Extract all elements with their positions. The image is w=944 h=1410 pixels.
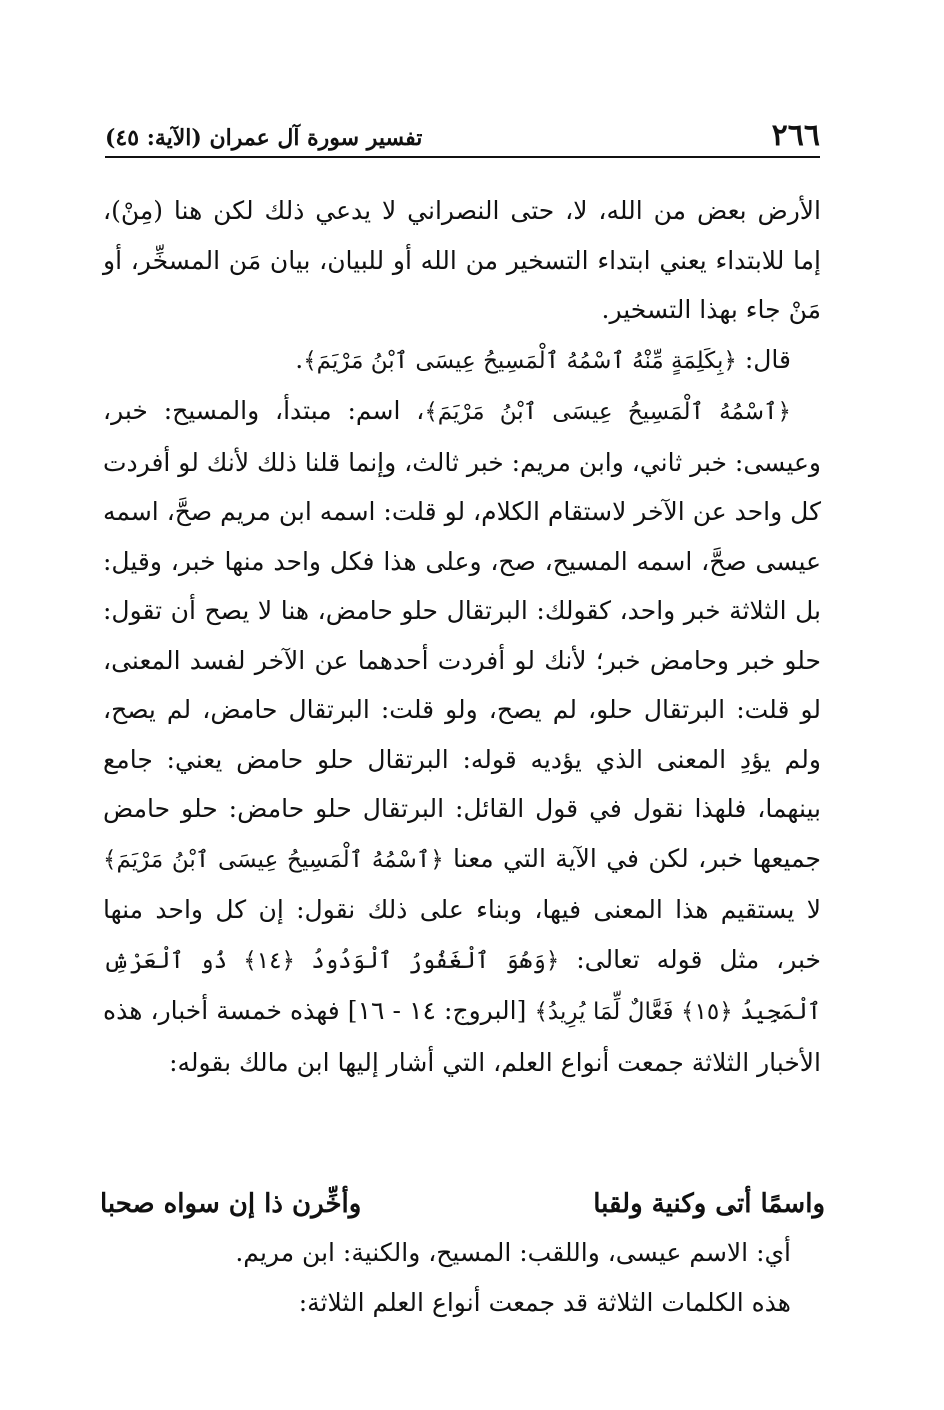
quran-verse: ﴿ٱسْمُهُ ٱلْمَسِيحُ عِيسَى ٱبْنُ مَرْيَمَ﴾ (424, 399, 791, 425)
paragraph-2 (103, 335, 821, 387)
quran-verse: ﴿ٱسْمُهُ ٱلْمَسِيحُ عِيسَى ٱبْنُ مَرْيَمَ﴾ (103, 846, 444, 873)
page-header (105, 112, 820, 158)
page-number: ٢٦٦ (771, 118, 820, 153)
closing-text (103, 1228, 821, 1328)
poem-first-hemistich: واسمًا أتى وكنية ولقبا (593, 1189, 825, 1219)
paragraph-2-suffix: . (295, 344, 304, 374)
quran-verse: ﴿وَهُوَ ٱلْغَفُورُ ٱلْوَدُودُ ﴿١٤﴾ ذُو ٱلْعَرْشِ ٱلْمَجِيدُ ﴿١٥﴾ فَعَّالٌ لِّمَا يُرِيدُ﴾ (103, 947, 822, 1025)
quran-verse: ﴿بِكَلِمَةٍ مِّنْهُ ٱسْمُهُ ٱلْمَسِيحُ عِيسَى ٱبْنُ مَرْيَمَ﴾ (303, 347, 737, 374)
body-text (103, 186, 821, 1087)
poem-line (100, 1178, 825, 1230)
running-title: تفسير سورة آل عمران (الآية: ٤٥) (105, 125, 423, 151)
paragraph-3-text-c: [البروج: ١٤ - ١٦] فهذه خمسة أخبار، هذه الأخبار الثلاثة جمعت أنواع العلم، التي أشار إليها ابن مالك بقوله: (103, 996, 821, 1077)
paragraph-3-text-a: ، اسم: مبتدأ، والمسيح: خبر، وعيسى: خبر ثاني، وابن مريم: خبر ثالث، وإنما قلنا ذلك لأنك لو أفردت كل واحد عن الآخر لاستقام الكلام، لو قلت: اسمه ابن مريم صحَّ، اسمه عيسى صحَّ، اسمه المسيح، صح، وعلى هذا فكل واحد منها خبر، وقيل: بل الثلاثة خبر واحد، كقولك: البرتقال حلو حامض، هنا لا يصح أن تقول: حلو خبر وحامض خبر؛ لأنك لو أفردت أحدهما عن الآخر لفسد المعنى، لو قلت: البرتقال حلو، لم يصح، ولو قلت: البرتقال حامض، لم يصح، ولم يؤدِ المعنى الذي يؤديه قوله: البرتقال حلو حامض يعني: جامع بينهما، فلهذا نقول في قول القائل: البرتقال حلو حامض: حلو حامض جميعها خبر، لكن في الآية التي معنا (103, 396, 821, 873)
closing-line-2: هذه الكلمات الثلاثة قد جمعت أنواع العلم الثلاثة: (298, 1288, 791, 1317)
paragraph-2-prefix: قال: (736, 344, 791, 374)
poem-second-hemistich: وأخِّرن ذا إن سواه صحبا (100, 1189, 362, 1219)
paragraph-1: الأرض بعض من الله، لا، حتى النصراني لا يدعي ذلك لكن هنا (مِنْ)، إما للابتداء يعني ابتداء التسخير من الله أو للبيان، بيان مَن المسخِّر، أو مَنْ جاء بهذا التسخير. (103, 196, 821, 324)
paragraph-3-text-b: لا يستقيم هذا المعنى فيها، وبناء على ذلك نقول: إن كل واحد منها خبر، مثل قوله تعالى: (103, 895, 821, 974)
closing-line-1: أي: الاسم عيسى، واللقب: المسيح، والكنية: ابن مريم. (235, 1238, 791, 1267)
paragraph-3 (103, 386, 821, 1087)
